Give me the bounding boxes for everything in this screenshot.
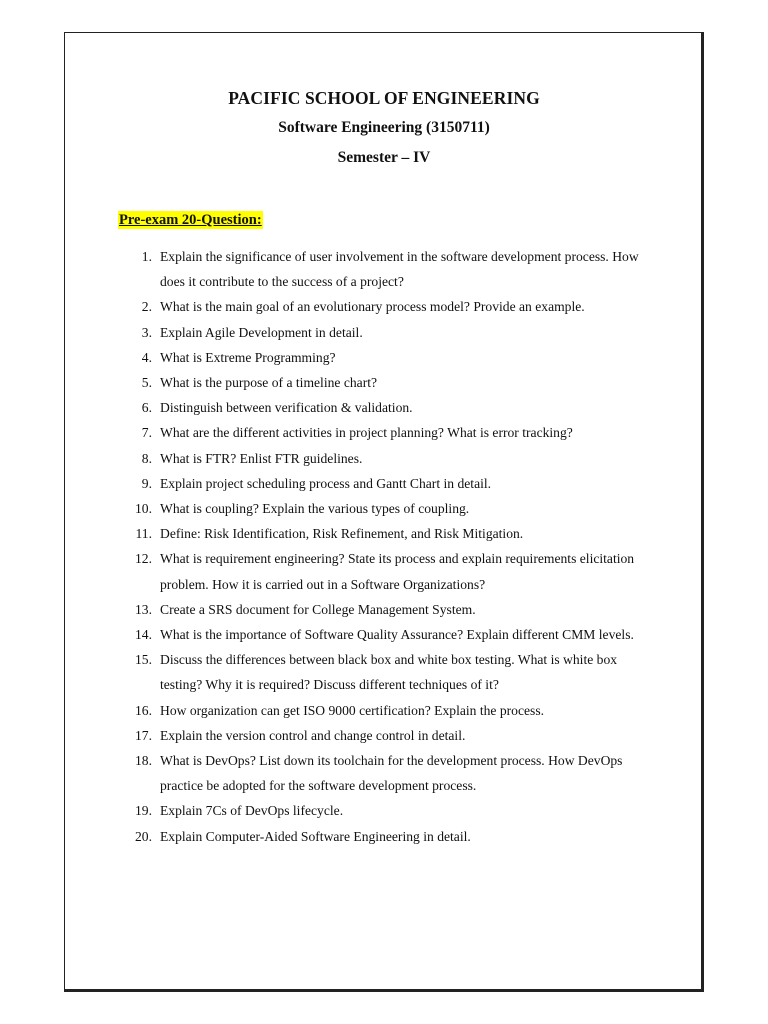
question-item	[118, 723, 658, 748]
question-item	[118, 597, 658, 622]
section-heading: Pre-exam 20-Question:	[119, 212, 262, 228]
question-number: 8.	[141, 450, 152, 466]
question-number: 11.	[135, 526, 152, 542]
question-item	[118, 446, 658, 471]
question-text: What is the purpose of a timeline chart?	[160, 375, 378, 391]
question-item	[118, 345, 658, 370]
question-item	[118, 471, 658, 496]
question-number: 3.	[141, 324, 152, 340]
question-item	[118, 521, 658, 546]
question-list	[118, 244, 658, 849]
question-item	[118, 546, 658, 596]
question-item	[118, 294, 658, 319]
question-text: What is the main goal of an evolutionary process model? Provide an example.	[160, 299, 585, 315]
question-text: Explain the version control and change control in detail.	[160, 727, 466, 743]
question-number: 12.	[135, 551, 152, 567]
question-text: Discuss the differences between black box and white box testing. What is white box testing? Why it is required? Discuss different techniques of it?	[160, 652, 618, 693]
question-text: Explain project scheduling process and Gantt Chart in detail.	[160, 475, 492, 491]
semester-label: Semester – IV	[337, 149, 431, 166]
question-text: Define: Risk Identification, Risk Refinement, and Risk Mitigation.	[160, 526, 524, 542]
question-text: Create a SRS document for College Management System.	[160, 601, 476, 617]
question-item	[118, 244, 658, 294]
question-number: 15.	[135, 652, 152, 668]
question-number: 19.	[135, 803, 152, 819]
question-item	[118, 824, 658, 849]
question-item	[118, 320, 658, 345]
question-text: Distinguish between verification & validation.	[160, 400, 413, 416]
question-text: Explain the significance of user involvement in the software development process. How does it contribute to the success of a project?	[160, 249, 639, 290]
question-number: 2.	[141, 299, 152, 315]
question-number: 10.	[135, 501, 152, 517]
question-item	[118, 698, 658, 723]
question-item	[118, 370, 658, 395]
school-name: PACIFIC SCHOOL OF ENGINEERING	[228, 88, 540, 108]
question-number: 16.	[135, 702, 152, 718]
question-number: 17.	[135, 727, 152, 743]
question-number: 13.	[135, 601, 152, 617]
question-number: 14.	[135, 627, 152, 643]
question-text: How organization can get ISO 9000 certification? Explain the process.	[160, 702, 545, 718]
question-number: 9.	[141, 475, 152, 491]
question-item	[118, 798, 658, 823]
question-text: Explain Computer-Aided Software Engineering in detail.	[160, 828, 471, 844]
question-number: 5.	[141, 375, 152, 391]
question-item	[118, 420, 658, 445]
question-text: What is Extreme Programming?	[160, 349, 336, 365]
question-text: What is DevOps? List down its toolchain for the development process. How DevOps practice be adopted for the software development process.	[160, 753, 623, 794]
question-item	[118, 395, 658, 420]
subject-title: Software Engineering (3150711)	[278, 119, 490, 136]
question-text: What is requirement engineering? State its process and explain requirements elicitation problem. How it is carried out in a Software Organizations?	[160, 551, 635, 592]
question-text: Explain 7Cs of DevOps lifecycle.	[160, 803, 344, 819]
question-text: What are the different activities in project planning? What is error tracking?	[160, 425, 573, 441]
question-item	[118, 622, 658, 647]
question-item	[118, 647, 658, 697]
question-item	[118, 748, 658, 798]
question-number: 6.	[141, 400, 152, 416]
question-item	[118, 496, 658, 521]
question-text: What is coupling? Explain the various types of coupling.	[160, 501, 470, 517]
question-number: 18.	[135, 753, 152, 769]
question-number: 20.	[135, 828, 152, 844]
question-number: 4.	[141, 349, 152, 365]
question-text: Explain Agile Development in detail.	[160, 324, 363, 340]
question-number: 1.	[141, 249, 152, 264]
question-text: What is FTR? Enlist FTR guidelines.	[160, 450, 363, 466]
question-number: 7.	[141, 425, 152, 441]
question-text: What is the importance of Software Quality Assurance? Explain different CMM levels.	[160, 627, 634, 643]
